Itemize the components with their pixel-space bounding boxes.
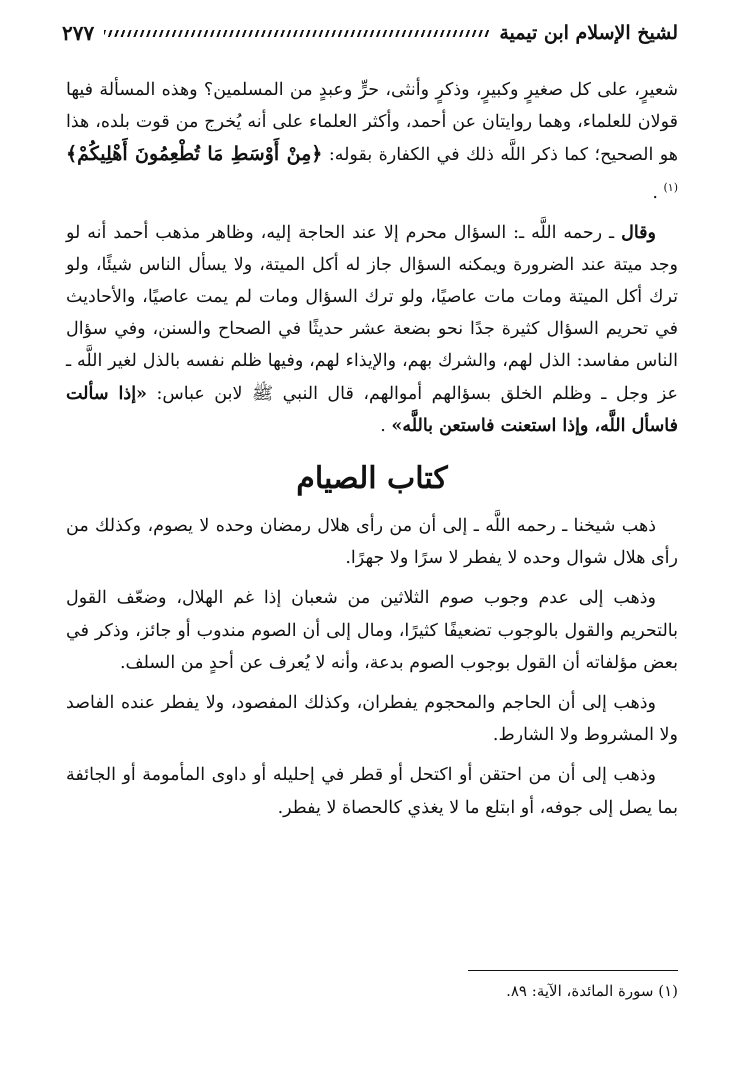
paragraph-1 [66, 74, 678, 209]
running-title: لشيخ الإسلام ابن تيمية [499, 22, 678, 44]
paragraph-4: وذهب إلى عدم وجوب صوم الثلاثين من شعبان إذا غم الهلال، وضعّف القول بالتحريم والقول بالوجوب تضعيفًا كثيرًا، ومال إلى أن الصوم مندوب أو جائز، وذكر في بعض مؤلفاته أن القول بوجوب الصوم بدعة، وأنه لا يُعرف عن أحدٍ من السلف. [66, 588, 678, 673]
page-number: ٢٧٧ [62, 21, 95, 45]
paragraph-2-end: . [380, 415, 392, 436]
header-decorative-rule [104, 30, 489, 37]
paragraph-2 [66, 217, 678, 442]
footnote: (١) سورة المائدة، الآية: ٨٩. [506, 982, 678, 1000]
chapter-title: كتاب الصيام [296, 461, 448, 497]
page-header [62, 18, 678, 48]
paragraph-6: وذهب إلى أن من احتقن أو اكتحل أو قطر في إحليله أو داوى المأمومة أو الجائفة بما يصل إلى جوفه، أو ابتلع ما لا يغذي كالحصاة لا يفطر. [66, 765, 678, 818]
hadith-quote: «إذا سألت فاسأل اللَّه، وإذا استعنت فاستعن باللَّه» [66, 383, 678, 436]
paragraph-3: ذهب شيخنا ـ رحمه اللَّه ـ إلى أن من رأى هلال رمضان وحده لا يصوم، وكذلك من رأى هلال شوال وحده لا يفطر لا سرًا ولا جهرًا. [66, 516, 678, 569]
quran-verse: ﴿مِنْ أَوْسَطِ مَا تُطْعِمُونَ أَهْلِيكُمْ﴾ [66, 143, 323, 166]
footnote-reference: (١) [663, 180, 678, 194]
paragraph-2-text: ـ رحمه اللَّه ـ: السؤال محرم إلا عند الحاجة إليه، وظاهر مذهب أحمد أنه لو وجد ميتة عند الضرورة ويمكنه السؤال جاز له أكل الميتة، ولا يسأل الناس شيئًا، ولو ترك أكل الميتة ومات مات عاصيًا، ولو ترك السؤال ومات لم يمت عاصيًا، والأحاديث في تحريم السؤال كثيرة جدًا نحو بضعة عشر حديثًا في الصحاح والسنن، وفي سؤال الناس مفاسد: الذل لهم، والشرك بهم، والإيذاء لهم، وفيها ظلم نفسه بالذل لغير اللَّه ـ عز وجل ـ وظلم الخلق بسؤالهم أموالهم، قال النبي ﷺ لابن عباس: [66, 222, 679, 404]
paragraph-2-lead: وقال [621, 222, 656, 243]
paragraph-5: وذهب إلى أن الحاجم والمحجوم يفطران، وكذلك المفصود، ولا يفطر عنده الفاصد ولا المشروط ولا الشارط. [66, 693, 678, 746]
paragraph-1-text: شعيرٍ، على كل صغيرٍ وكبيرٍ، وذكرٍ وأنثى، حرٍّ وعبدٍ من المسلمين؟ وهذه المسألة فيها قولان للعلماء، وهما روايتان عن أحمد، وأكثر العلماء على أنه يُخرج من قوت بلده، هذا هو الصحيح؛ كما ذكر اللَّه ذلك في الكفارة بقوله: [66, 80, 678, 166]
paragraph-1-end: . [652, 182, 664, 203]
footnote-separator [468, 970, 678, 971]
body-text [66, 74, 678, 832]
